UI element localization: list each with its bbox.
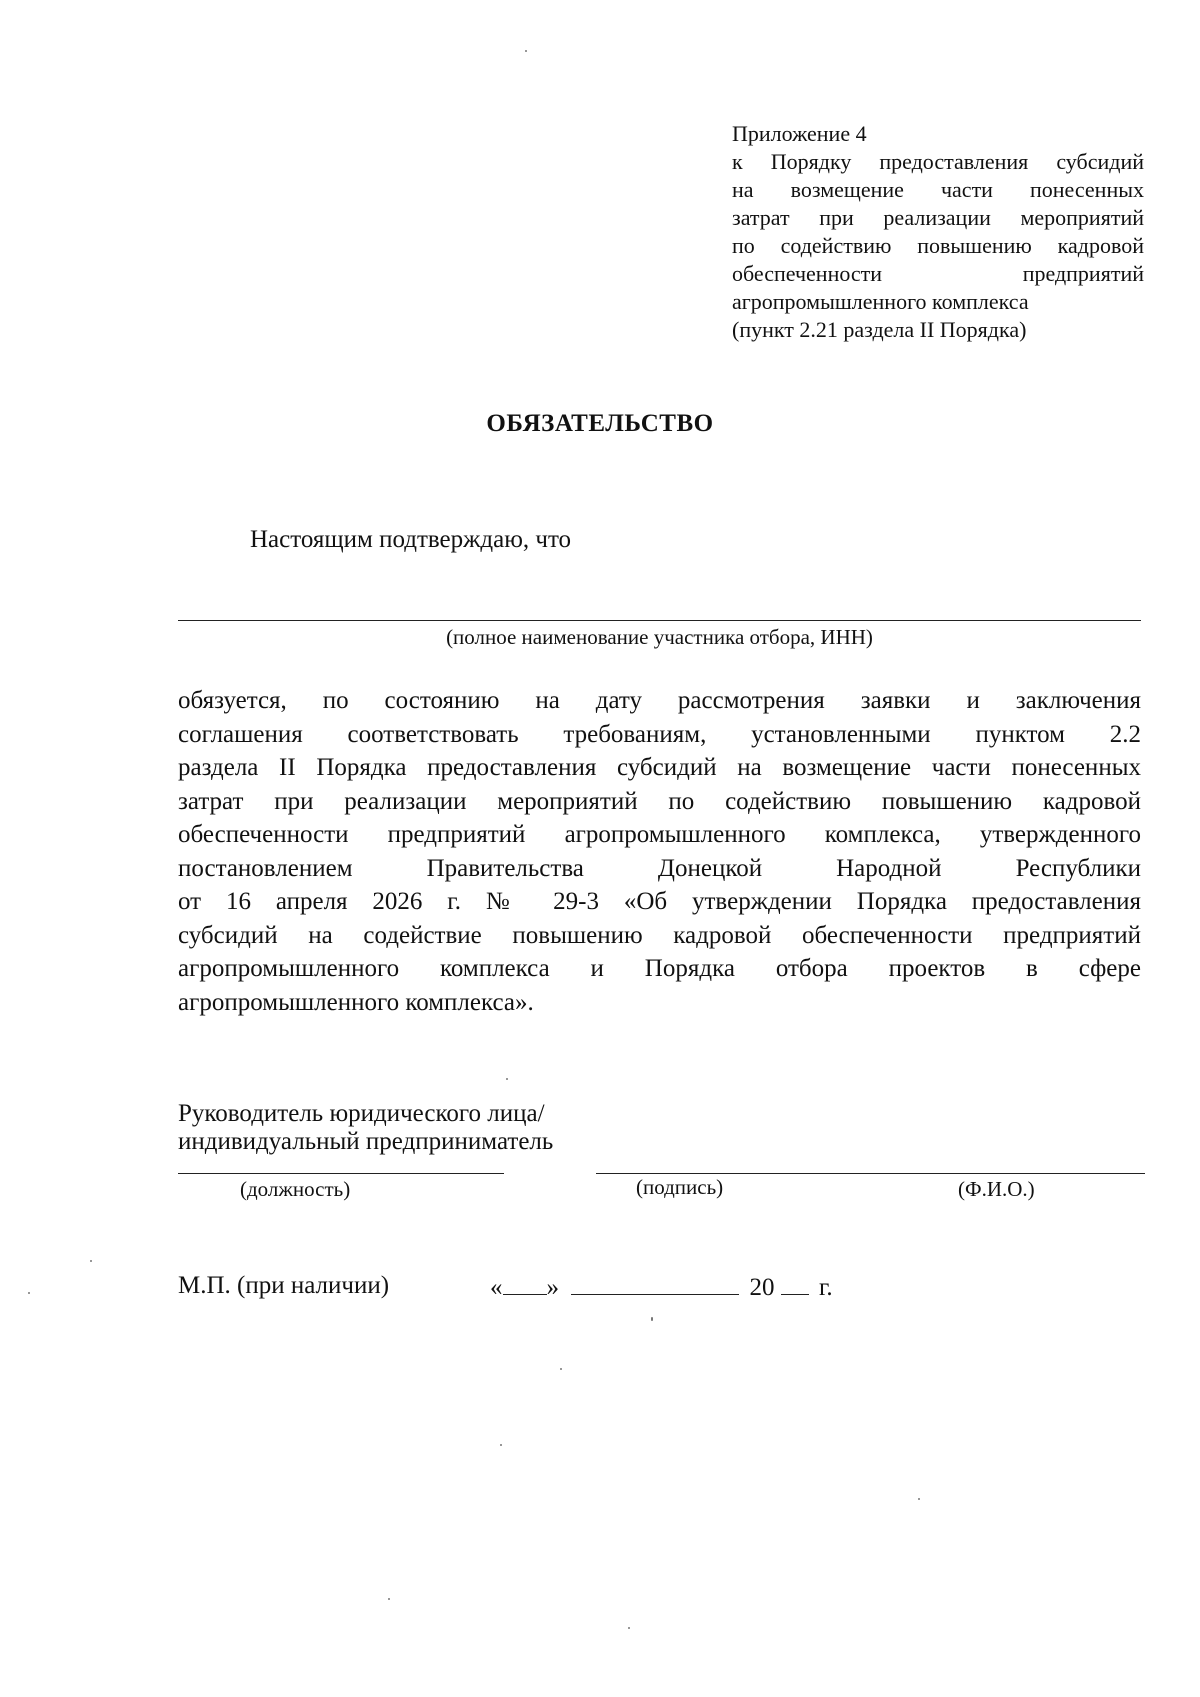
scan-speck [918, 1498, 920, 1500]
scan-speck [28, 1292, 30, 1294]
scan-speck [506, 1078, 508, 1080]
body-line: обеспеченности предприятий агропромышленного комплекса, утвержденного [178, 821, 1141, 848]
body-line: соглашения соответствовать требованиям, установленными пунктом 2.2 [178, 720, 1141, 748]
body-line: агропромышленного комплекса». [178, 988, 534, 1016]
body-line: раздела II Порядка предоставления субсидий на возмещение части понесенных [178, 754, 1141, 781]
scan-speck [628, 1627, 630, 1629]
annex-line: затрат при реализации мероприятий [732, 205, 1144, 230]
annex-line: обеспеченности предприятий [732, 261, 1144, 286]
body-line: агропромышленного комплекса и Порядка отбора проектов в сфере [178, 955, 1141, 982]
body-line: от 16 апреля 2026 г. № 29-3 «Об утверждении Порядка предоставления [178, 888, 1141, 915]
full-name-caption: (Ф.И.О.) [958, 1177, 1035, 1201]
body-line: затрат при реализации мероприятий по содействию повышению кадровой [178, 787, 1141, 815]
body-line: субсидий на содействие повышению кадровой обеспеченности предприятий [178, 921, 1141, 949]
date-month-blank[interactable] [571, 1272, 739, 1295]
signature-name-field[interactable] [596, 1173, 1145, 1174]
annex-line: агропромышленного комплекса [732, 289, 1029, 314]
date-quote-open: « [490, 1274, 503, 1301]
annex-line: по содействию повышению кадровой [732, 233, 1144, 258]
annex-line: на возмещение части понесенных [732, 177, 1144, 202]
stamp-label: М.П. (при наличии) [178, 1272, 390, 1299]
scan-speck [651, 1317, 653, 1321]
position-caption: (должность) [240, 1177, 351, 1201]
signature-caption: (подпись) [636, 1175, 724, 1199]
participant-name-field[interactable] [178, 620, 1141, 621]
signer-title [178, 1100, 553, 1156]
scan-speck [560, 1368, 562, 1370]
scan-speck [500, 1444, 502, 1446]
position-field[interactable] [178, 1173, 504, 1174]
annex-line: (пункт 2.21 раздела II Порядка) [732, 317, 1027, 342]
date-year-blank[interactable] [781, 1272, 809, 1295]
annex-line: к Порядку предоставления субсидий [732, 149, 1144, 174]
date-day-blank[interactable] [503, 1272, 547, 1295]
document-title: ОБЯЗАТЕЛЬСТВО [486, 410, 714, 437]
signer-line: Руководитель юридического лица/ [178, 1100, 545, 1127]
date-field[interactable] [490, 1272, 833, 1302]
date-quote-close: » [546, 1274, 559, 1301]
date-year-suffix: г. [819, 1274, 833, 1301]
participant-name-caption: (полное наименование участника отбора, ИНН) [446, 625, 873, 649]
date-year-prefix: 20 [749, 1274, 775, 1301]
body-line: постановлением Правительства Донецкой Народной Республики [178, 854, 1141, 882]
intro-text: Настоящим подтверждаю, что [250, 526, 572, 553]
annex-line: Приложение 4 [732, 121, 867, 146]
scan-speck [525, 50, 527, 52]
body-line: обязуется, по состоянию на дату рассмотрения заявки и заключения [178, 687, 1141, 714]
signer-line: индивидуальный предприниматель [178, 1128, 554, 1155]
scan-speck [90, 1260, 92, 1262]
annex-reference [732, 120, 1144, 344]
obligation-body [178, 684, 1141, 1019]
scan-speck [388, 1598, 390, 1600]
